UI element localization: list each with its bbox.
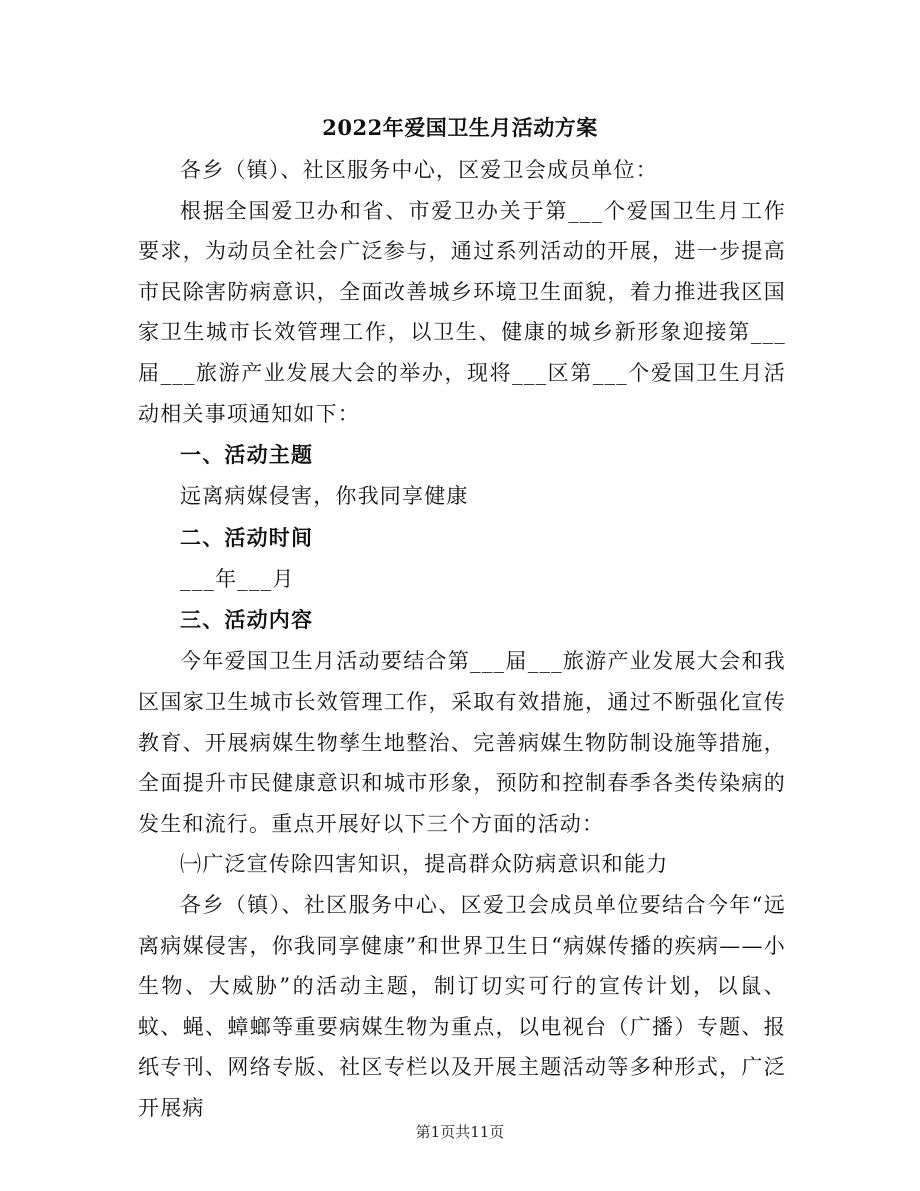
page-footer: 第1页共11页 <box>415 1123 505 1141</box>
document-title: 2022年爱国卫生月活动方案 <box>322 115 598 140</box>
document-body <box>138 150 786 1128</box>
intro-paragraph: 根据全国爱卫办和省、市爱卫办关于第___个爱国卫生月工作要求，为动员全社会广泛参与，通过系列活动的开展，进一步提高市民除害防病意识，全面改善城乡环境卫生面貌，着力推进我区国家卫生城市长效管理工作，以卫生、健康的城乡新形象迎接第___届___旅游产业发展大会的举办，现将___区第___个爱国卫生月活动相关事项通知如下： <box>138 198 786 426</box>
time-text: ___年___月 <box>180 566 295 591</box>
section-heading-theme: 一、活动主题 <box>180 442 314 468</box>
salutation: 各乡（镇）、社区服务中心，区爱卫会成员单位： <box>180 158 658 182</box>
section-heading-time: 二、活动时间 <box>180 524 314 550</box>
theme-text: 远离病媒侵害，你我同享健康 <box>180 484 469 509</box>
content-paragraph: 今年爱国卫生月活动要结合第___届___旅游产业发展大会和我区国家卫生城市长效管理工作，采取有效措施，通过不断强化宣传教育、开展病媒生物孳生地整治、完善病媒生物防制设施等措施，全面提升市民健康意识和城市形象，预防和控制春季各类传染病的发生和流行。重点开展好以下三个方面的活动： <box>138 649 786 836</box>
subsection-heading: ㈠广泛宣传除四害知识，提高群众防病意识和能力 <box>180 852 669 877</box>
subsection-paragraph: 各乡（镇）、社区服务中心、区爱卫会成员单位要结合今年“远离病媒侵害，你我同享健康”和世界卫生日“病媒传播的疾病——小生物、大威胁”的活动主题，制订切实可行的宣传计划，以鼠、蚊、蝇、蟑螂等重要病媒生物为重点，以电视台（广播）专题、报纸专刊、网络专版、社区专栏以及开展主题活动等多种形式，广泛开展病 <box>138 892 786 1120</box>
section-heading-content: 三、活动内容 <box>180 607 314 633</box>
